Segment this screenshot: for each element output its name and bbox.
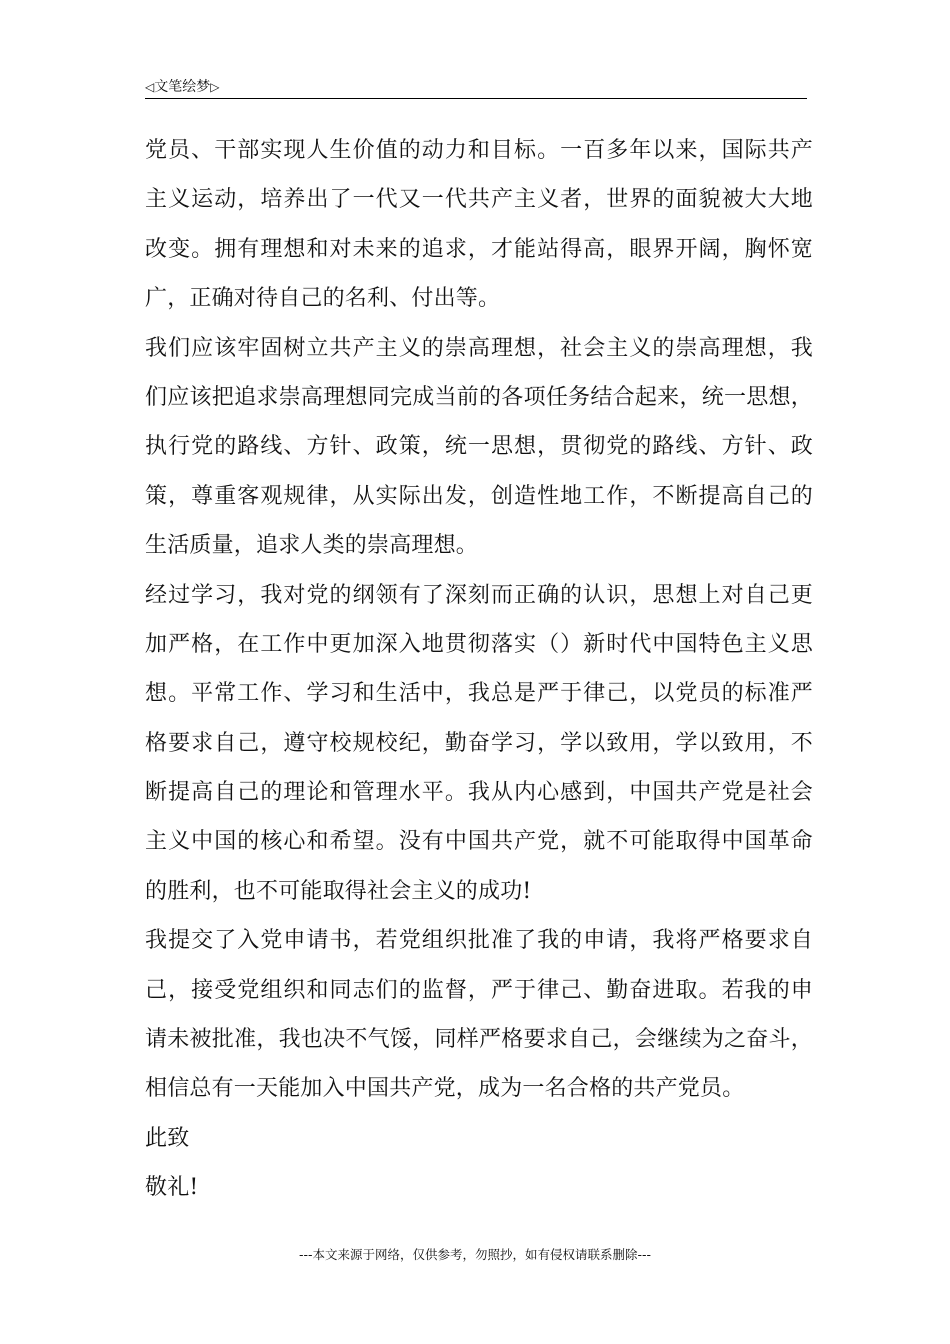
text-line: 们应该把追求崇高理想同完成当前的各项任务结合起来，统一思想， — [145, 384, 813, 410]
text-line: 格要求自己，遵守校规校纪，勤奋学习，学以致用，学以致用，不 — [145, 730, 813, 756]
text-line: 加严格，在工作中更加深入地贯彻落实（）新时代中国特色主义思 — [145, 631, 813, 657]
closing-regards — [145, 1163, 813, 1212]
text-line: 请未被批准，我也决不气馁，同样严格要求自己，会继续为之奋斗， — [145, 1027, 813, 1053]
text-line: 主义运动，培养出了一代又一代共产主义者，世界的面貌被大大地 — [145, 187, 813, 213]
closing-salutation — [145, 1114, 813, 1163]
paragraph — [145, 126, 813, 324]
text-line: 我提交了入党申请书，若党组织批准了我的申请，我将严格要求自 — [145, 928, 813, 954]
text-line: 己，接受党组织和同志们的监督，严于律己、勤奋进取。若我的申 — [145, 977, 813, 1003]
text-line: 想。平常工作、学习和生活中，我总是严于律己，以党员的标准严 — [145, 681, 813, 707]
text-line: 主义中国的核心和希望。没有中国共产党，就不可能取得中国革命 — [145, 829, 813, 855]
document-body — [145, 126, 813, 1213]
header-title-text: 文笔绘梦 — [154, 79, 211, 95]
text-line: 生活质量，追求人类的崇高理想。 — [145, 533, 479, 559]
text-line: 相信总有一天能加入中国共产党，成为一名合格的共产党员。 — [145, 1076, 745, 1102]
page-header — [145, 74, 807, 99]
paragraph — [145, 916, 813, 1114]
paragraph — [145, 571, 813, 917]
footer-disclaimer: ---本文来源于网络，仅供参考，勿照抄，如有侵权请联系删除--- — [298, 1247, 652, 1262]
left-triangle-icon: ◁ — [145, 80, 155, 94]
header-title — [145, 76, 219, 96]
text-line: 我们应该牢固树立共产主义的崇高理想，社会主义的崇高理想，我 — [145, 335, 813, 361]
text-line: 执行党的路线、方针、政策，统一思想，贯彻党的路线、方针、政 — [145, 434, 813, 460]
paragraph — [145, 324, 813, 571]
text-line: 的胜利，也不可能取得社会主义的成功! — [145, 878, 532, 904]
text-line: 此致 — [145, 1125, 190, 1151]
text-line: 广，正确对待自己的名利、付出等。 — [145, 286, 501, 312]
text-line: 经过学习，我对党的纲领有了深刻而正确的认识，思想上对自己更 — [145, 582, 813, 608]
text-line: 策，尊重客观规律，从实际出发，创造性地工作，不断提高自己的 — [145, 483, 813, 509]
text-line: 敬礼! — [145, 1175, 199, 1201]
text-line: 党员、干部实现人生价值的动力和目标。一百多年以来，国际共产 — [145, 138, 813, 163]
right-triangle-icon: ▷ — [210, 80, 220, 94]
text-line: 改变。拥有理想和对未来的追求，才能站得高，眼界开阔，胸怀宽 — [145, 236, 813, 262]
text-line: 断提高自己的理论和管理水平。我从内心感到，中国共产党是社会 — [145, 780, 813, 806]
